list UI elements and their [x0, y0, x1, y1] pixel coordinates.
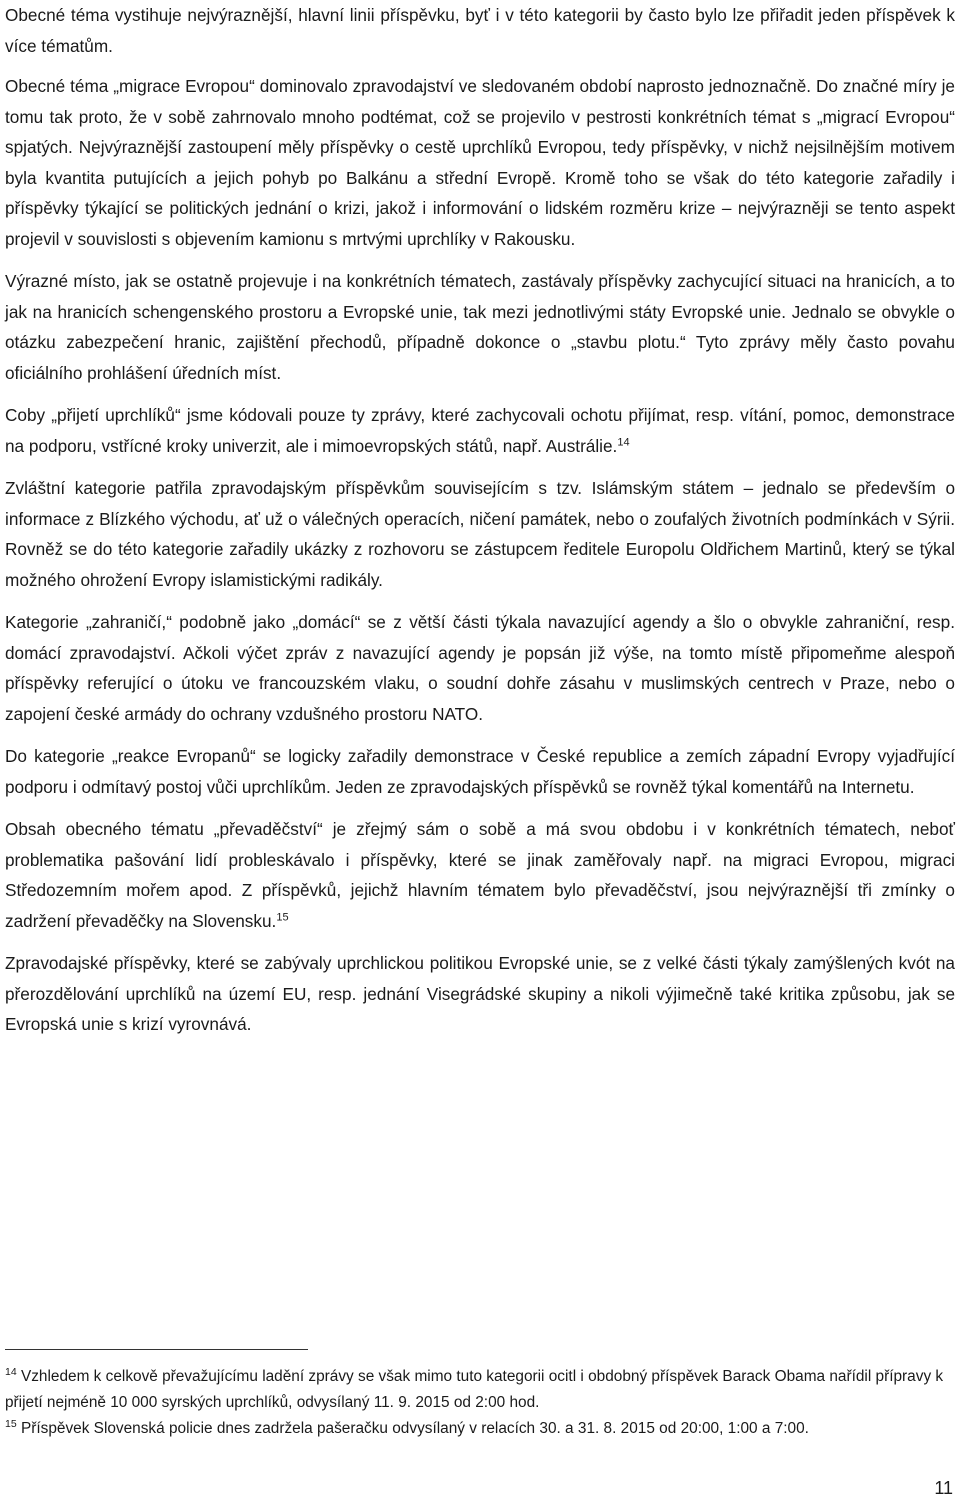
paragraph-eu-refugee-policy: Zpravodajské příspěvky, které se zabývaly uprchlickou politikou Evropské unie, se z velké části týkaly zamýšlených kvót na přerozdělování uprchlíků na území EU, resp. jednání Visegrádské skupiny a nikoli výjimečně také kritika způsobu, jak se Evropská unie s krizí vyrovnává. [5, 953, 955, 1034]
paragraph-migration-europe: Obecné téma „migrace Evropou“ dominovalo zpravodajství ve sledovaném období naprosto jednoznačně. Do značné míry je tomu tak proto, že v sobě zahrnovalo mnoho podtémat, což se projevilo v pestrosti konkrétních témat s „migrací Evropou“ spjatých. Nejvýraznější zastoupení měly příspěvky o cestě uprchlíků Evropou, tedy příspěvky, v nichž nejsilnějším motivem byla kvantita putujících a jejich pohyb po Balkánu a střední Evropě. Kromě toho se však do této kategorie zařadily i příspěvky týkající se politických jednání o krizi, jakož i informování o lidském rozměru krize – nejvýrazněji se tento aspekt projevil v souvislosti s objevením kamionu s mrtvými uprchlíky v Rakousku. [5, 76, 955, 249]
body-text [5, 0, 955, 1040]
footnote-text: Příspěvek Slovenská policie dnes zadržela pašeračku odvysílaný v relacích 30. a 31. 8. 2015 od 20:00, 1:00 a 7:00. [20, 1420, 809, 1437]
page-number: 11 [934, 1478, 953, 1498]
paragraph-smuggling: Obsah obecného tématu „převaděčství“ je zřejmý sám o sobě a má svou obdobu i v konkrétních tématech, neboť problematika pašování lidí probleskávalo i příspěvky, které se jinak zaměřovaly např. na migraci Evropou, migraci Středozemním mořem apod. Z příspěvků, jejichž hlavním tématem bylo převaděčství, jsou nejvýraznější tři zmínky o zadržení převaděčky na Slovensku.$^{15}$ [5, 819, 955, 931]
document-page [5, 0, 955, 1509]
footnote-15 [5, 1416, 955, 1442]
footnote-number: 15 [5, 1417, 17, 1430]
paragraph-general-theme-intro: Obecné téma vystihuje nejvýraznější, hlavní linii příspěvku, byť i v této kategorii by často bylo lze přiřadit jeden příspěvek k více tématům. [5, 5, 955, 56]
footnote-ref-15[interactable]: 15 [276, 910, 289, 923]
footnote-separator [5, 1349, 308, 1350]
footnotes [5, 1364, 955, 1442]
footnote-text: Vzhledem k celkově převažujícímu ladění zprávy se však mimo tuto kategorii ocitl i obdobný příspěvek Barack Obama nařídil přípravy k přijetí nejméně 10 000 syrských uprchlíků, odvysílaný 11. 9. 2015 od 2:00 hod. [5, 1368, 944, 1411]
paragraph-foreign-domestic: Kategorie „zahraničí,“ podobně jako „domácí“ se z větší části týkala navazující agendy a šlo o obvykle zahraniční, resp. domácí zpravodajství. Ačkoli výčet zpráv z navazující agendy je popsán již výše, na tomto místě připomeňme alespoň příspěvky referující o útoku ve francouzském vlaku, o soudní dohře zásahu v muslimských centrech v Praze, nebo o zapojení české armády do ochrany vzdušného prostoru NATO. [5, 612, 955, 724]
footnote-14 [5, 1364, 955, 1416]
paragraph-european-reactions: Do kategorie „reakce Evropanů“ se logicky zařadily demonstrace v České republice a zemích západní Evropy vyjadřující podporu i odmítavý postoj vůči uprchlíkům. Jeden ze zpravodajských příspěvků se rovněž týkal komentářů na Internetu. [5, 746, 955, 797]
paragraph-borders: Výrazné místo, jak se ostatně projevuje i na konkrétních tématech, zastávaly příspěvky zachycující situaci na hranicích, a to jak na hranicích schengenského prostoru a Evropské unie, tak mezi jednotlivými státy Evropské unie. Jednalo se obvykle o otázku zabezpečení hranic, zajištění přechodů, případně dokonce o „stavbu plotu.“ Tyto zprávy měly často povahu oficiálního prohlášení úředních míst. [5, 271, 955, 383]
footnote-ref-14[interactable]: 14 [617, 435, 630, 448]
paragraph-islamic-state: Zvláštní kategorie patřila zpravodajským příspěvkům souvisejícím s tzv. Islámským státem – jednalo se především o informace z Blízkého východu, ať už o válečných operacích, ničení památek, nebo o zoufalých životních podmínkách v Sýrii. Rovněž se do této kategorie zařadily ukázky z rozhovoru se zástupcem ředitele Europolu Oldřichem Martinů, který se týkal možného ohrožení Evropy islamistickými radikály. [5, 478, 955, 590]
footnote-number: 14 [5, 1365, 17, 1378]
paragraph-refugee-acceptance: Coby „přijetí uprchlíků“ jsme kódovali pouze ty zprávy, které zachycovali ochotu přijímat, resp. vítání, pomoc, demonstrace na podporu, vstřícné kroky univerzit, ale i mimoevropských států, např. Austrálie.$^{14}$ [5, 405, 955, 456]
